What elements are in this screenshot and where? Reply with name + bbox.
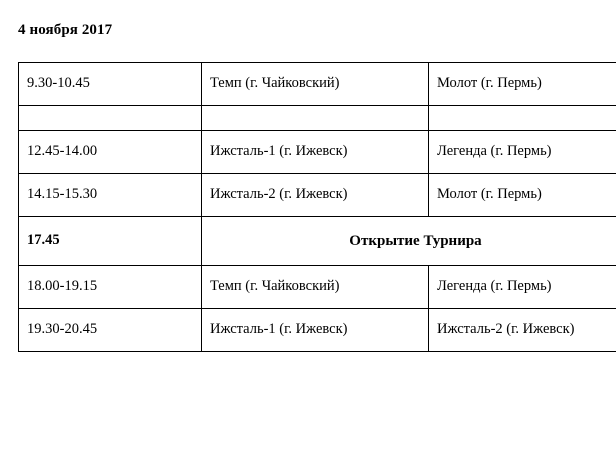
cell-team-home: Ижсталь-2 (г. Ижевск) xyxy=(202,174,429,217)
cell-team-away: Легенда (г. Пермь) xyxy=(429,131,616,174)
cell-team-home: Ижсталь-1 (г. Ижевск) xyxy=(202,309,429,352)
table-row xyxy=(19,309,616,352)
table-row xyxy=(19,131,616,174)
cell-team-home: Ижсталь-1 (г. Ижевск) xyxy=(202,131,429,174)
cell-event-title: Открытие Турнира xyxy=(202,217,616,266)
table-row xyxy=(19,266,616,309)
cell-team-home: Темп (г. Чайковский) xyxy=(202,266,429,309)
table-row xyxy=(19,106,616,131)
cell-team-away: Молот (г. Пермь) xyxy=(429,63,616,106)
cell-time: 18.00-19.15 xyxy=(19,266,202,309)
cell-team-away xyxy=(429,106,616,131)
cell-time: 12.45-14.00 xyxy=(19,131,202,174)
table-row-event xyxy=(19,217,616,266)
schedule-table xyxy=(18,62,616,352)
cell-time: 17.45 xyxy=(19,217,202,266)
cell-team-away: Молот (г. Пермь) xyxy=(429,174,616,217)
table-row xyxy=(19,174,616,217)
cell-time xyxy=(19,106,202,131)
page-title: 4 ноября 2017 xyxy=(18,22,113,38)
cell-team-away: Легенда (г. Пермь) xyxy=(429,266,616,309)
cell-team-away: Ижсталь-2 (г. Ижевск) xyxy=(429,309,616,352)
cell-time: 19.30-20.45 xyxy=(19,309,202,352)
cell-time: 14.15-15.30 xyxy=(19,174,202,217)
table-row xyxy=(19,63,616,106)
cell-time: 9.30-10.45 xyxy=(19,63,202,106)
cell-team-home xyxy=(202,106,429,131)
cell-team-home: Темп (г. Чайковский) xyxy=(202,63,429,106)
